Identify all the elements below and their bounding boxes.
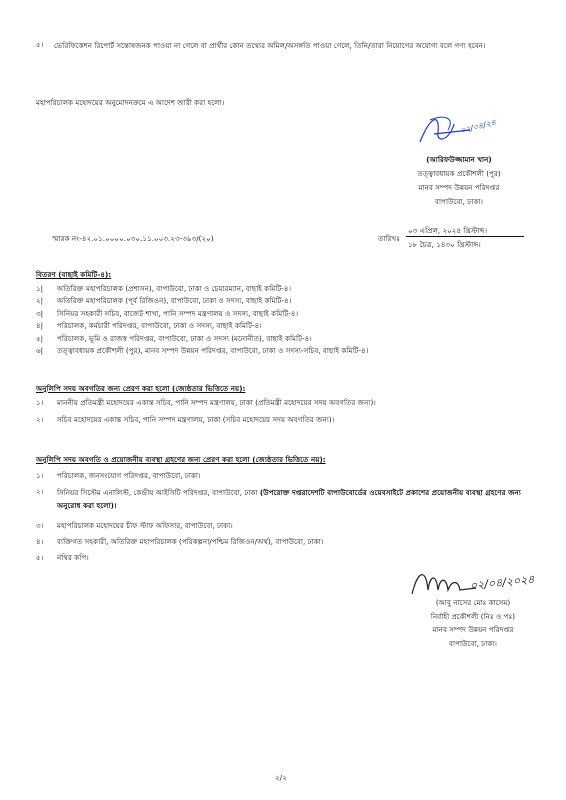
list-item: ৫| পরিচালক, ভূমি ও রাজস্ব পরিদপ্তর, বাপাউবো, ঢাকা ও সদস্য (মনোনীত), বাছাই কমিটি-৪। (36, 333, 312, 343)
list-item: ৪। ব্যক্তিগত সহকারী, অতিরিক্ত মহাপরিচালক (পরিকল্পনা/পশ্চিম রিজিওন/অর্থ), বাপাউবো, ঢাকা। (36, 537, 324, 546)
signature-1 (410, 112, 500, 155)
list-item: ৩। মহাপরিচালক মহোদয়ের চীফ স্টাফ অফিসার, বাপাউবো, ঢাকা। (36, 521, 233, 530)
signature-1-scribble (410, 112, 500, 152)
signer-1-designation: তত্ত্বাবধায়ক প্রকৌশলী (পুর) (417, 169, 501, 179)
signature-1-date: ০২/০৪/২৪ (459, 117, 497, 136)
list-item: ১| অতিরিক্ত মহাপরিচালক (প্রশাসন), বাপাউবো, ঢাকা ও চেয়ারম্যান, বাছাই কমিটি-৪। (36, 284, 292, 293)
list-item: ২। সচিব মহোদয়ের একান্ত সচিব, পানি সম্পদ মন্ত্রণালয়, ঢাকা (সচিব মহোদয়ের সদয় অবগতির জন্য)। (36, 414, 335, 424)
memo-reference: স্মারক নং-৪২.০১.০০০০.০৩০.১১.০০৩.২৩-৩৯৩/(২০) (52, 234, 214, 243)
list-item: ২। সিনিয়র সিস্টেম এনালিস্ট, কেন্দ্রীয় আইসিটি পরিদপ্তর, বাপাউবো, ঢাকা (উপরোক্ত দপ্তরাদেশটি বাপাউবোর্ডের ওয়েবসাইটে প্রকাশের প্রয়োজনীয় ব্যবস্থা গ্রহণের জন্য অনুরোধ করা হলো)। (36, 487, 521, 510)
signer-2-block (398, 596, 548, 651)
signature-2-date: ০২/০৪/২০২৪ (469, 572, 536, 593)
signer-2-name: (আবু নাসের মোঃ কাসেম) (435, 598, 511, 607)
paragraph-number: ৫। (36, 40, 44, 49)
list-item-emphasis: (উপরোক্ত দপ্তরাদেশটি বাপাউবোর্ডের ওয়েবসাইটে প্রকাশের প্রয়োজনীয় ব্যবস্থা গ্রহণের জন্য অনুরোধ করা হলো)। (57, 488, 521, 510)
signer-1-office: মানব সম্পদ উন্নয়ন পরিদপ্তর (418, 183, 500, 193)
approval-line: মহাপরিচালক মহোদয়ের অনুমোদনক্রমে এ আদেশ জারী করা হলো। (36, 98, 225, 107)
signer-1-block (384, 153, 534, 209)
signer-2-designation: নির্বাহী প্রকৌশলী (নিঃ ও পঃ) (430, 611, 516, 621)
copy-action-list (36, 471, 536, 564)
list-item: ১। পরিচালক, জনসংযোগ পরিদপ্তর, বাপাউবো, ঢাকা। (36, 471, 201, 480)
signer-1-org: বাপাউবো, ঢাকা। (434, 197, 484, 207)
list-item: ৫। নথির কপি। (36, 553, 89, 562)
memo-date-divider (406, 236, 524, 237)
list-item: ১। মাননীয় প্রতিমন্ত্রী মহোদয়ের একান্ত সচিব, পানি সম্পদ মন্ত্রণালয়, ঢাকা (প্রতিমন্ত্রী মহোদয়ের সদয় অবগতির জন্য)। (36, 398, 376, 407)
signer-2-office: মানব সম্পদ উন্নয়ন পরিদপ্তর (432, 625, 514, 635)
distribution-heading: বিতরণ (বাছাই কমিটি-৪): (36, 270, 112, 279)
signer-2-org: বাপাউবো, ঢাকা। (448, 639, 498, 649)
copy-action-heading: অনুলিপি সদয় অবগতি ও প্রয়োজনীয় ব্যবস্থা গ্রহণের জন্য প্রেরণ করা হলো (জ্যেষ্ঠতার ভিত্তিতে নয়): (36, 455, 326, 464)
list-item-text: সিনিয়র সিস্টেম এনালিস্ট, কেন্দ্রীয় আইসিটি পরিদপ্তর, বাপাউবো, ঢাকা (57, 488, 260, 497)
list-item: ২| অতিরিক্ত মহাপরিচালক (পূর্ব রিজিওন), বাপাউবো, ঢাকা ও সদস্য, বাছাই কমিটি-৪। (36, 296, 292, 306)
distribution-list (36, 284, 536, 358)
list-item: ৪| পরিচালক, কর্মচারী পরিদপ্তর, বাপাউবো, ঢাকা ও সদস্য, বাছাই কমিটি-৪। (36, 321, 262, 331)
memo-date-bangla: ১৮ চৈত্র, ১৪৩০ খ্রিস্টাব্দ। (408, 240, 481, 249)
signer-1-name: (আরিফউজ্জামান খান) (426, 155, 492, 164)
list-item: ৩| সিনিয়র সহকারী সচিব, বাজেট শাখা, পানি সম্পদ মন্ত্রণালয় ও সদস্য, বাছাই কমিটি-৪। (36, 308, 299, 318)
copy-info-list (36, 398, 536, 426)
memo-date-gregorian: ০৩ এপ্রিল, ২০২৪ খ্রিস্টাব্দ। (408, 226, 488, 235)
list-item: ৬| তত্ত্বাবধায়ক প্রকৌশলী (পুর), মানব সম্পদ উন্নয়ন পরিদপ্তর, বাপাউবো, ঢাকা ও সদস্য-সচিব, বাছাই কমিটি-৪। (36, 345, 369, 355)
copy-info-heading: অনুলিপি সদয় অবগতির জন্য প্রেরণ করা হলো (জ্যেষ্ঠতার ভিত্তিতে নয়): (36, 384, 246, 393)
page-number: ২/২ (275, 773, 287, 782)
paragraph-text: ভেরিফিকেশন রিপোর্ট সন্তোষজনক পাওয়া না গেলে বা প্রার্থীর কোন তথ্যের অমিল/অসঙ্গতি পাওয়া গেলে, তিনি/তারা নিয়োগের অযোগ্য বলে গণ্য হবেন। (54, 41, 486, 50)
condition-paragraph (36, 40, 540, 52)
memo-date-label: তারিখঃ (378, 234, 401, 243)
